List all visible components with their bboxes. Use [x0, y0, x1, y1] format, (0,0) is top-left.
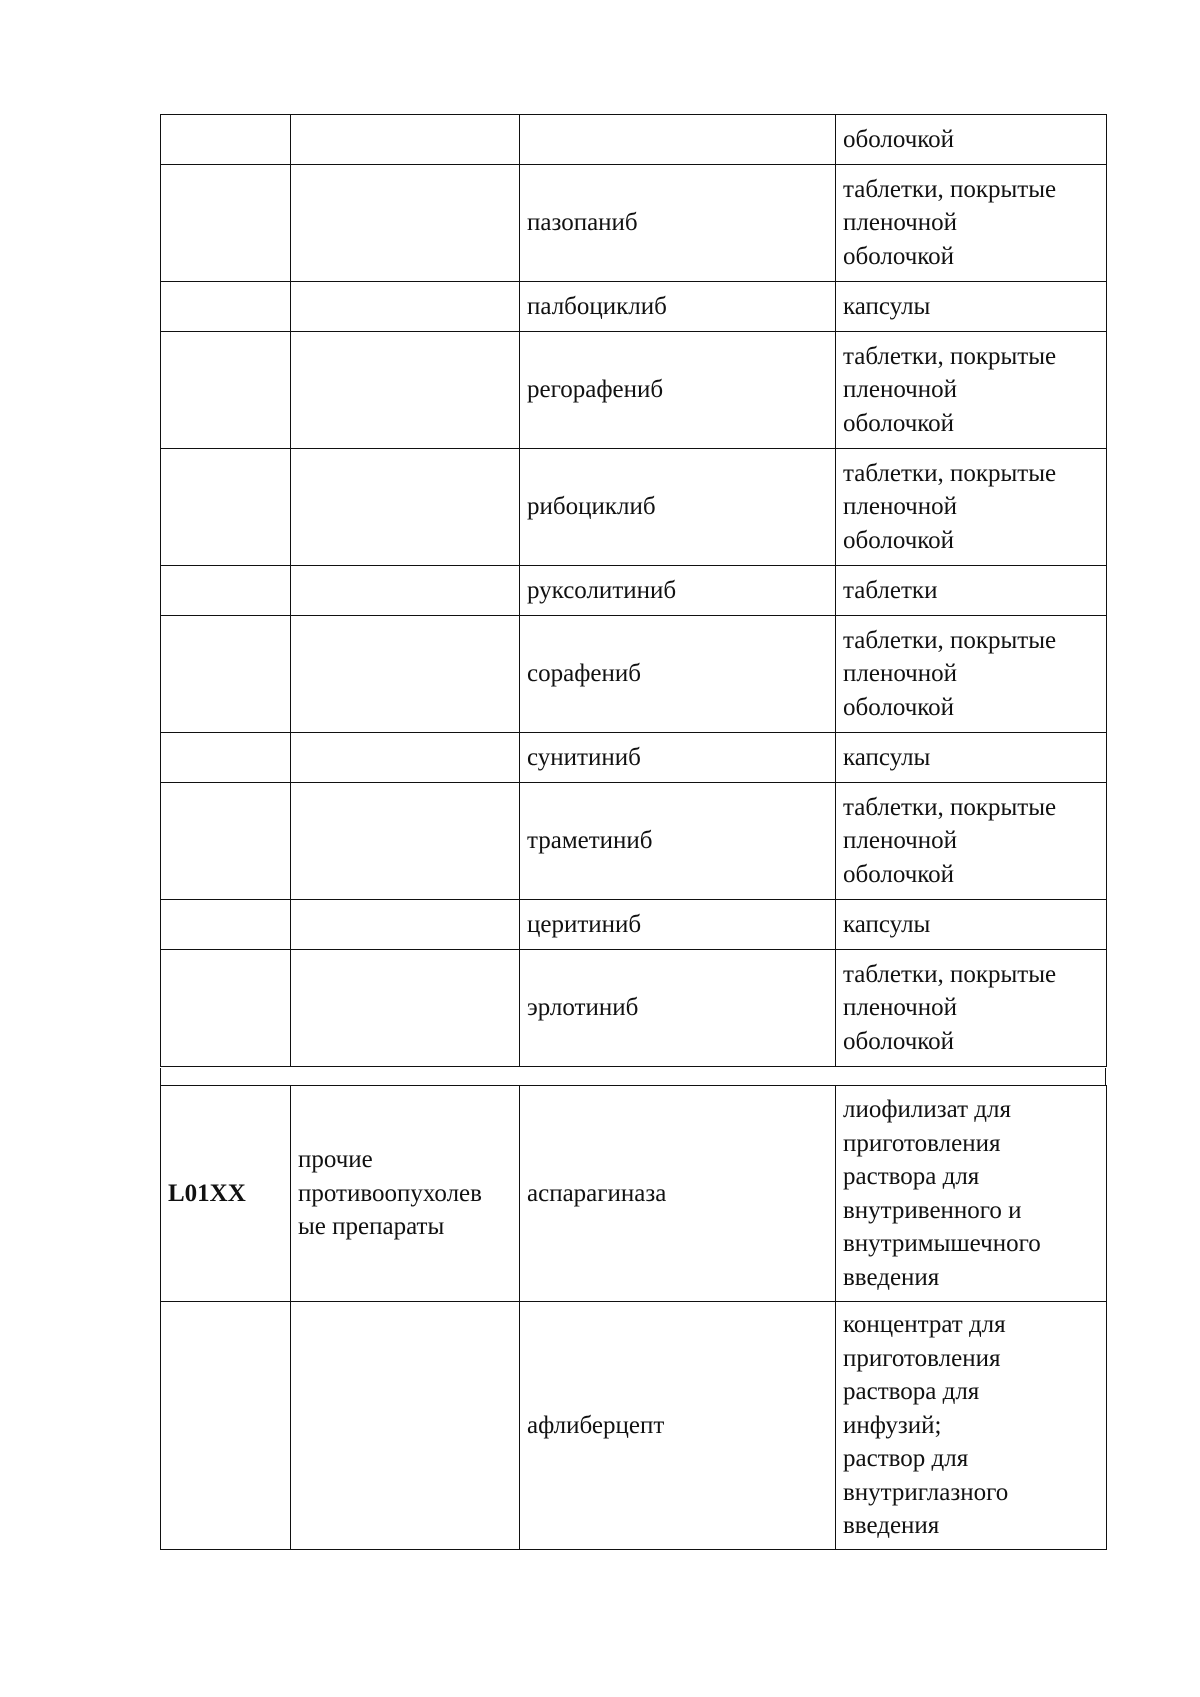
- drug-table-l01xx: [160, 1085, 1107, 1550]
- group-name-cell: [291, 165, 520, 282]
- group-name-cell: [291, 616, 520, 733]
- atc-code-cell: [161, 1302, 291, 1550]
- atc-code-cell: [161, 282, 291, 332]
- group-name-cell: [291, 783, 520, 900]
- dosage-form-cell: таблетки, покрытые пленочной оболочкой: [836, 616, 1107, 733]
- group-name-cell: [291, 115, 520, 165]
- dosage-form-cell: таблетки, покрытые пленочной оболочкой: [836, 332, 1107, 449]
- dosage-form-cell: таблетки, покрытые пленочной оболочкой: [836, 950, 1107, 1067]
- dosage-form-cell: капсулы: [836, 900, 1107, 950]
- table-row: [161, 1086, 1107, 1302]
- drug-name-cell: руксолитиниб: [520, 566, 836, 616]
- drug-name-cell: церитиниб: [520, 900, 836, 950]
- table-row: [161, 165, 1107, 282]
- atc-code-cell: L01XX: [161, 1086, 291, 1302]
- drug-name-cell: пазопаниб: [520, 165, 836, 282]
- dosage-form-cell: капсулы: [836, 733, 1107, 783]
- table-row: [161, 449, 1107, 566]
- group-name-cell: [291, 733, 520, 783]
- table-row: [161, 115, 1107, 165]
- drug-name-cell: регорафениб: [520, 332, 836, 449]
- atc-code-cell: [161, 950, 291, 1067]
- drug-table-continued: [160, 114, 1107, 1067]
- dosage-form-cell: оболочкой: [836, 115, 1107, 165]
- table-row: [161, 616, 1107, 733]
- group-name-cell: [291, 449, 520, 566]
- atc-code-cell: [161, 616, 291, 733]
- atc-code-cell: [161, 332, 291, 449]
- table-row: [161, 783, 1107, 900]
- table-row: [161, 332, 1107, 449]
- drug-name-cell: сорафениб: [520, 616, 836, 733]
- group-name-cell: [291, 282, 520, 332]
- group-name-cell: [291, 900, 520, 950]
- drug-name-cell: траметиниб: [520, 783, 836, 900]
- atc-code-cell: [161, 783, 291, 900]
- drug-name-cell: аспарагиназа: [520, 1086, 836, 1302]
- atc-code-cell: [161, 733, 291, 783]
- drug-name-cell: рибоциклиб: [520, 449, 836, 566]
- table-row: [161, 282, 1107, 332]
- dosage-form-cell: лиофилизат для приготовления раствора для внутривенного и внутримышечного введения: [836, 1086, 1107, 1302]
- atc-code-cell: [161, 449, 291, 566]
- atc-code-cell: [161, 165, 291, 282]
- drug-name-cell: сунитиниб: [520, 733, 836, 783]
- drug-name-cell: [520, 115, 836, 165]
- table-separator: [160, 1068, 1106, 1085]
- table-row: [161, 900, 1107, 950]
- atc-code-cell: [161, 900, 291, 950]
- table-row: [161, 950, 1107, 1067]
- table-row: [161, 566, 1107, 616]
- dosage-form-cell: таблетки, покрытые пленочной оболочкой: [836, 783, 1107, 900]
- group-name-cell: [291, 332, 520, 449]
- dosage-form-cell: таблетки: [836, 566, 1107, 616]
- group-name-cell: прочие противоопухолев ые препараты: [291, 1086, 520, 1302]
- drug-name-cell: афлиберцепт: [520, 1302, 836, 1550]
- dosage-form-cell: таблетки, покрытые пленочной оболочкой: [836, 165, 1107, 282]
- drug-name-cell: палбоциклиб: [520, 282, 836, 332]
- group-name-cell: [291, 566, 520, 616]
- group-name-cell: [291, 950, 520, 1067]
- group-name-cell: [291, 1302, 520, 1550]
- drug-name-cell: эрлотиниб: [520, 950, 836, 1067]
- dosage-form-cell: концентрат для приготовления раствора для инфузий; раствор для внутриглазного введения: [836, 1302, 1107, 1550]
- table-row: [161, 733, 1107, 783]
- dosage-form-cell: капсулы: [836, 282, 1107, 332]
- table-row: [161, 1302, 1107, 1550]
- atc-code-cell: [161, 115, 291, 165]
- atc-code-cell: [161, 566, 291, 616]
- dosage-form-cell: таблетки, покрытые пленочной оболочкой: [836, 449, 1107, 566]
